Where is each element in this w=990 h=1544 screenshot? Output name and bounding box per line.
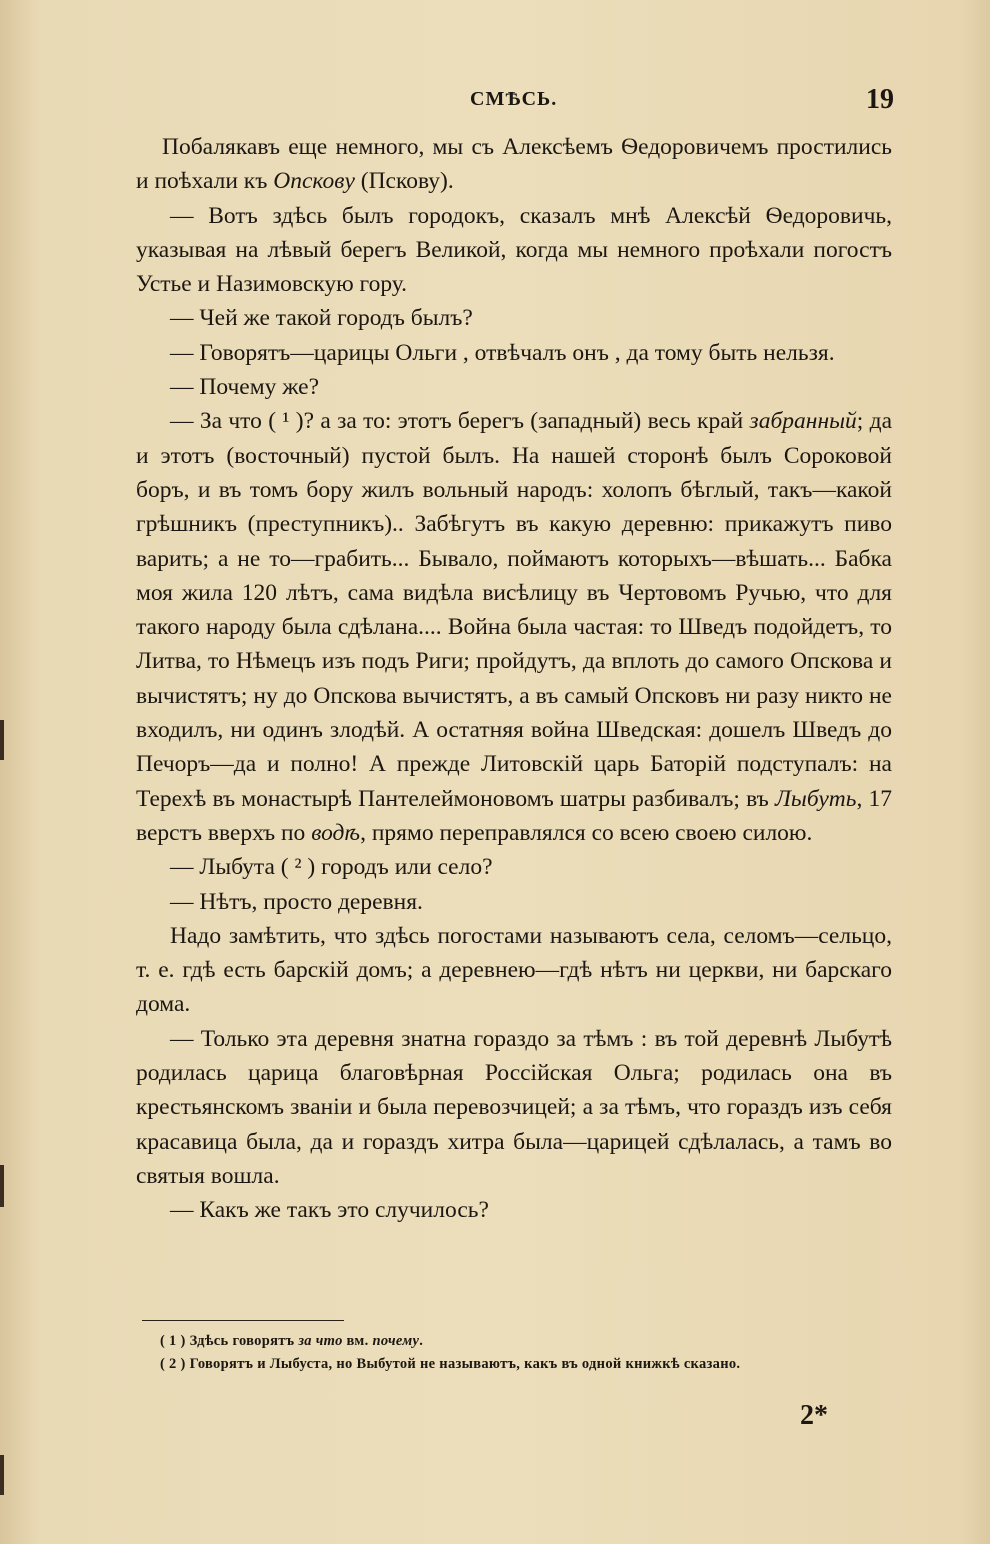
paragraph: [136, 301, 892, 335]
text-run: ( 2 ) Говорятъ и Лыбуста, но Выбутой не называютъ, какъ въ одной книжкѣ сказано.: [160, 1356, 741, 1372]
text-run: ( 1 ) Здѣсь говорятъ: [160, 1333, 299, 1349]
footnote-rule: [142, 1320, 344, 1321]
text-run: — Почему же?: [170, 374, 320, 401]
binding-edge-mark: [0, 1165, 4, 1207]
text-run: (Пскову).: [354, 168, 454, 195]
text-run: , прямо переправлялся со всею своею силою.: [360, 819, 813, 846]
signature-mark: 2*: [800, 1400, 828, 1431]
text-run: — Говорятъ—царицы Ольги , отвѣчалъ онъ , да тому быть нельзя.: [170, 339, 835, 366]
paragraph: [136, 404, 892, 850]
text-run: — Только эта деревня знатна гораздо за тѣмъ : въ той деревнѣ Лыбутѣ родилась царица благовѣрная Россійская Ольга; родилась она въ крестьянскомъ званіи и была перевозчицей; а за тѣмъ, что гораздъ изъ себя красавица была, да и гораздъ хитра была—царицей сдѣлалась, а тамъ во святыя вошла.: [136, 1025, 892, 1189]
paragraph: [136, 919, 892, 1022]
text-run: Побалякавъ еще немного, мы съ Алексѣемъ Ѳедоровичемъ простились и поѣхали къ: [136, 134, 892, 195]
text-run: вм.: [342, 1333, 373, 1349]
italic-run: Опскову: [273, 168, 355, 195]
paragraph: [136, 850, 892, 884]
text-run: , 17 верстъ вверхъ по: [136, 785, 892, 846]
paragraph: [136, 130, 892, 199]
page-header: [130, 84, 894, 118]
running-head: СМѢСЬ.: [470, 88, 558, 110]
footnote: [140, 1330, 892, 1353]
text-run: — Какъ же такъ это случилось?: [170, 1197, 489, 1224]
text-run: .: [419, 1333, 424, 1349]
paragraph: [136, 199, 892, 302]
paragraph: [136, 370, 892, 404]
italic-run: Лыбуть: [775, 785, 857, 812]
binding-edge-mark: [0, 720, 4, 760]
binding-edge-mark: [0, 1455, 4, 1495]
text-run: — Чей же такой городъ былъ?: [170, 305, 473, 332]
footnotes: [140, 1330, 892, 1376]
italic-run: почему: [372, 1333, 420, 1349]
footnote: [140, 1353, 892, 1376]
paragraph: [136, 1022, 892, 1193]
italic-run: водѣ: [311, 819, 361, 846]
text-run: ; да и этотъ (восточный) пустой былъ. На нашей сторонѣ былъ Сороковой боръ, и въ томъ бору жилъ вольный народъ: холопъ бѣглый, такъ—какой грѣшникъ (преступникъ).. Забѣгутъ въ какую деревню: прикажутъ пиво варить; а не то—грабить... Бывало, поймаютъ которыхъ—вѣшать... Бабка моя жила 120 лѣтъ, сама видѣла висѣлицу въ Чертовомъ Ручью, что для такого народу была сдѣлана.... Война была частая: то Шведъ подойдетъ, то Литва, то Нѣмецъ изъ подъ Риги; пройдутъ, да вплоть до самого Опскова и вычистятъ; ну до Опскова вычистятъ, а въ самый Опсковъ ни разу никто не входилъ, ни одинъ злодѣй. А остатняя война Шведская: дошелъ Шведъ до Печоръ—да и полно! А прежде Литовскій царь Баторій подступалъ: на Терехѣ въ монастырѣ Пантелеймоновомъ шатры разбивалъ; въ: [136, 408, 893, 812]
body-text: [136, 130, 892, 1228]
text-run: — Вотъ здѣсь былъ городокъ, сказалъ мнѣ Алексѣй Ѳедоровичь, указывая на лѣвый берегъ Великой, когда мы немного проѣхали погостъ Устье и Назимовскую гору.: [136, 202, 892, 298]
italic-run: за что: [298, 1333, 343, 1349]
text-run: — За что ( ¹ )? а за то: этотъ берегъ (западный) весь край: [170, 408, 750, 435]
paragraph: [136, 336, 892, 370]
text-run: — Лыбута ( ² ) городъ или село?: [170, 854, 493, 881]
text-run: — Нѣтъ, просто деревня.: [170, 888, 423, 915]
paragraph: [136, 885, 892, 919]
paragraph: [136, 1193, 892, 1227]
text-run: Надо замѣтить, что здѣсь погостами называютъ села, селомъ—сельцо, т. е. гдѣ есть барскій домъ; а деревнею—гдѣ нѣтъ ни церкви, ни барскаго дома.: [136, 922, 892, 1018]
italic-run: забранный: [749, 408, 857, 435]
page-number: 19: [866, 84, 894, 115]
